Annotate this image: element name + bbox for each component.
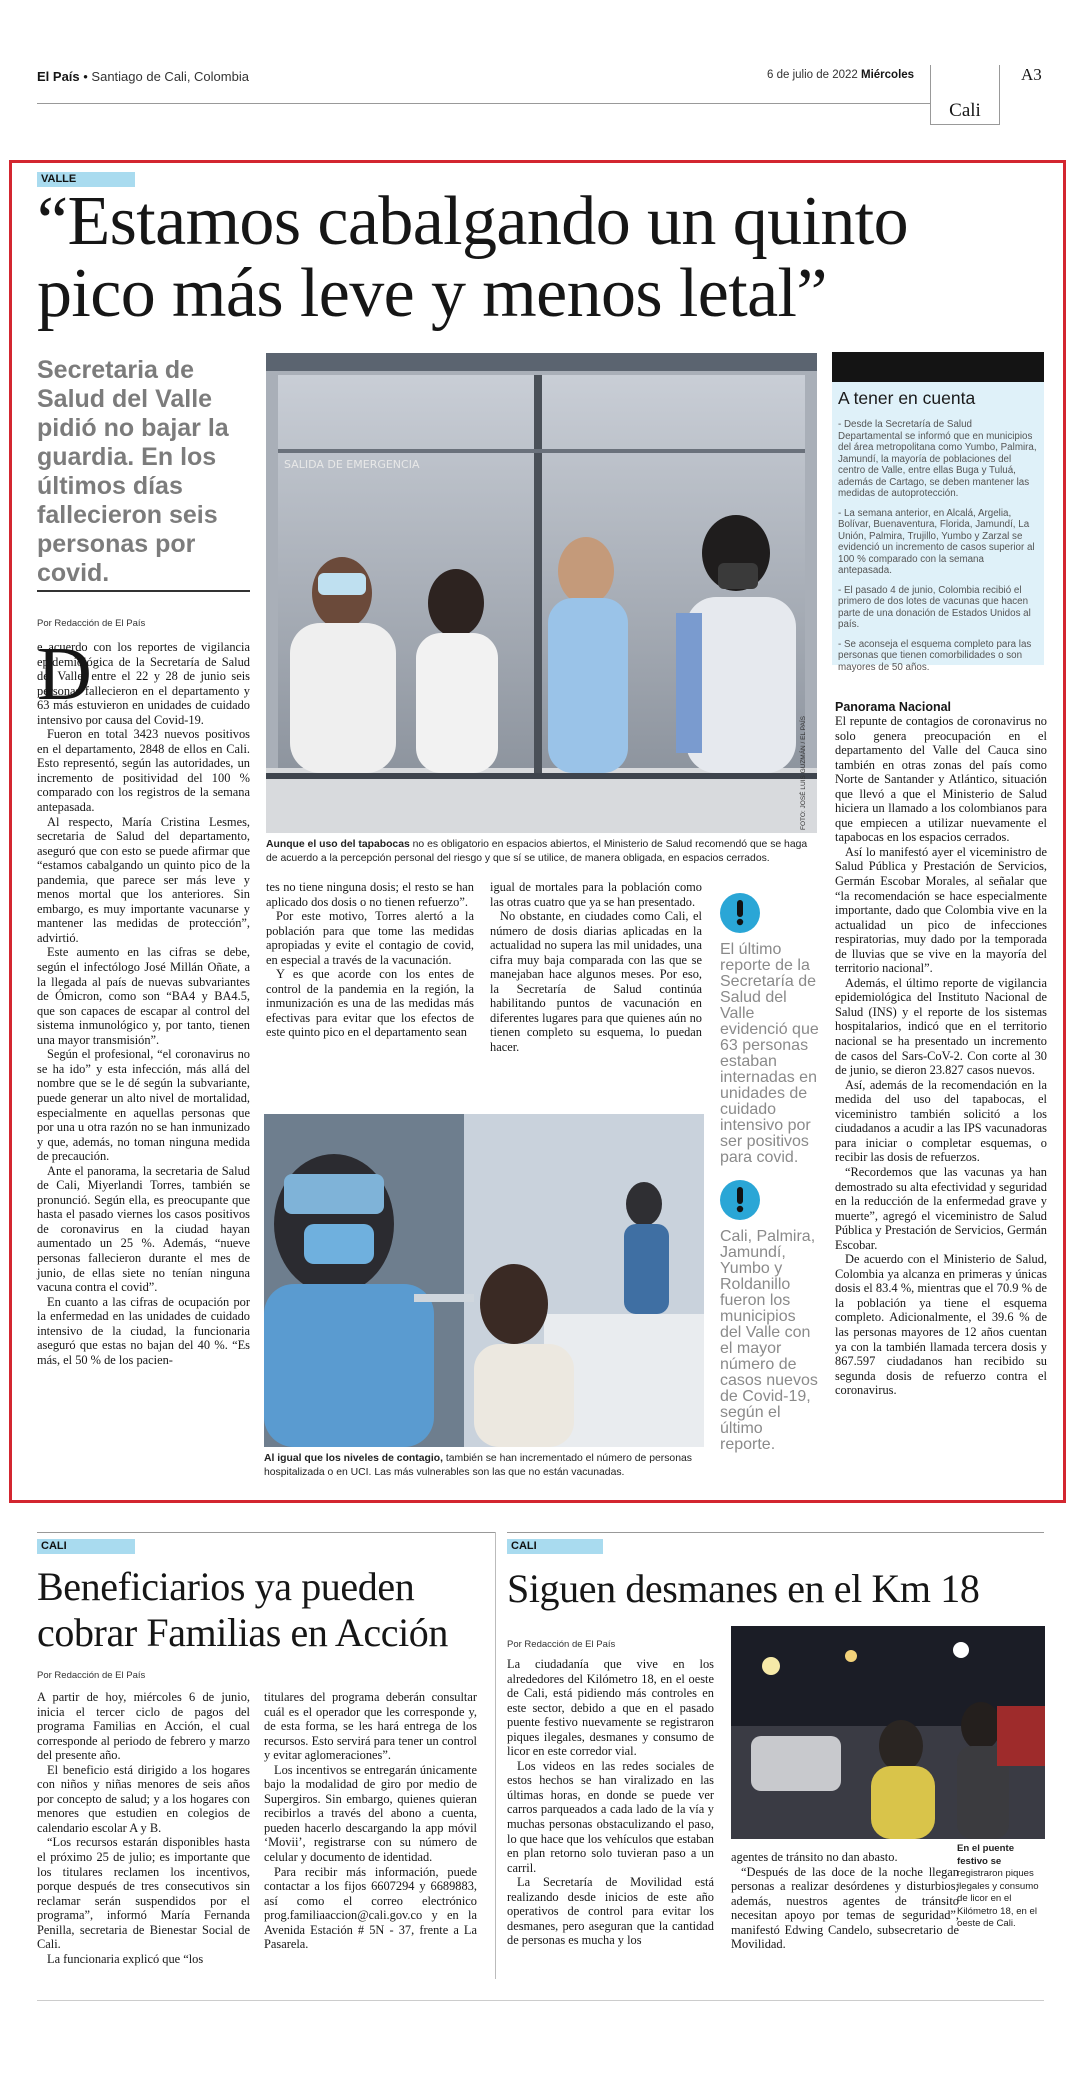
header-rule xyxy=(37,103,930,104)
article-3-headline: Siguen desmanes en el Km 18 xyxy=(507,1566,980,1611)
masthead: El País • Santiago de Cali, Colombia xyxy=(37,69,249,84)
box-item: - El pasado 4 de junio, Colombia recibió el primero de dos lotes de vacunas que hacen parte de una donación de Estados Unidos al país. xyxy=(838,584,1031,630)
article-divider xyxy=(37,1532,495,1533)
article-2-col-2: titulares del programa deberán consultar cuál es el operador que les corresponde y, de esta forma, se les hará entrega de los recursos. Esto servirá para tener un control y evitar aglomeraciones”. Los incentivos se entregarán únicamente bajo la modalidad de giro por medio de Supergiros. Sin embargo, quienes quieran recibirlos a través del abono a cuenta, pueden hacerlo descargando la app móvil ‘Movii’, registrarse con su número de celular y documento de identidad. Para recibir más información, puede contactar a los fijos 6607294 y 6689883, así como el correo electrónico prog.familiaaccion@cali.gov.co y en la Avenida Estación # 5N - 37, frente a La Pasarela. xyxy=(264,1690,477,1952)
dropcap: D xyxy=(37,632,92,716)
byline: Por Redacción de El País xyxy=(507,1639,616,1650)
section-tag: VALLE xyxy=(37,172,135,187)
city-name: Santiago de Cali, Colombia xyxy=(91,69,249,84)
body-col-1: e acuerdo con los reportes de vigilancia epidemiológica de la Secretaría de Salud del Valle, entre el 22 y 28 de junio seis personas fallecieron en el departamento y 63 más estuvieron en unidades de cuidado intensivo por causa del Covid-19. Fueron en total 3423 nuevos positivos en el departamento, 2848 de ellos en Cali. Esto representó, según las autoridades, un incremento de positividad del 100 % comparado con los registros de la semana antepasada. Al respecto, María Cristina Lesmes, secretaria de Salud del departamento, aseguró que con esto se puede afirmar que “estamos cabalgando un quinto pico de la pandemia, que parece ser más leve y menos mortal que los anteriores. Sin embargo, es muy importante vacunarse y mantener las medidas de protección”, advirtió. Este aumento en las cifras se debe, según el infectólogo José Millán Oñate, a la llegada al país de nuevas subvariantes de Ómicron, como son “BA4 y BA4.5, que son capaces de escapar al control del sistema inmunológico y, por tanto, tienen una mayor transmisión”. Según el profesional, “el coronavirus no se ha ido” y esta infección, más allá del nombre que se le dé según la subvariante, puede generar un alto nivel de mortalidad, especialmente en aquellas personas que por una u otra razón no se han inmunizado y que, además, no toman ninguna medida de precaución. Ante el panorama, la secretaria de Salud de Cali, Miyerlandi Torres, también se pronunció. Según ella, es preocupante que hasta el pasado viernes los casos positivos de coronavirus en la ciudad hayan aumentado un 25 %. Además, “nueve personas fallecieron durante el mes de junio, de ellas siete no tenían ninguna vacuna contra el covid”. En cuanto a las cifras de ocupación por la enfermedad en las unidades de cuidado intensivo de la ciudad, la funcionaria aseguró que estas no bajan del 40 %. “Es más, el 50 % de los pacien- xyxy=(37,640,250,1367)
article-divider xyxy=(507,1532,1044,1533)
body-col-2: tes no tiene ninguna dosis; el resto se han aplicado dos dosis o no tienen refuerzo”. Por este motivo, Torres alertó a la población para que tome las medidas apropiadas y evite el contagio de covid, en especial a través de la vacunación. Y es que acorde con los entes de control de la pandemia en la región, la inmunización es una de las medidas más efectivas para evitar que los efectos de este quinto pico en el departamento sean xyxy=(266,880,474,1040)
column-divider xyxy=(495,1532,496,1979)
article-3-col-1: La ciudadanía que vive en los alrededores del Kilómetro 18, en el oeste de Cali, está pidiendo más controles en este sector, debido a que en el pasado puente festivo nuevamente se registraron piques ilegales, desmanes y consumo de licor en este corredor vial. Los videos en las redes sociales de estos hechos se han viralizado en las últimas horas, en donde se puede ver carros parqueados a cada lado de la vía y muchas personas obstaculizando el paso, lo que hace que los vehículos que estaban en plan retorno solo tuvieran paso a un carril. La Secretaría de Movilidad está realizando desde inicios de este año operativos de control para evitar los desmanes, pero aseguran que la cantidad de personas es mucha y los xyxy=(507,1657,714,1948)
side-col: El repunte de contagios de coronavirus no solo genera preocupación en el departamento del Valle del Cauca sino también en otras zonas del país como Norte de Santander y Atlántico, situación que llevó a que el Ministerio de Salud hiciera un llamado a los colombianos para que empiecen a utilizar nuevamente el tapabocas en los espacios cerrados. Así lo manifestó ayer el viceministro de Salud Pública y Prestación de Servicios, Germán Escobar Morales, al señalar que “la recomendación se hace especialmente importante, dado que Colombia vive en la actualidad un pico de infecciones respiratorias, muy dado por la temporada de lluvias que se vive en la mayoría del territorio nacional”. Además, el último reporte de vigilancia epidemiológica del Instituto Nacional de Salud (INS) y el reporte de los sistemas hospitalarios, indicó que en el territorio nacional se ha presentado un incremento de casos del Sars-CoV-2. Con corte al 30 de junio, se dieron 23.827 casos nuevos. Así, además de la recomendación en la medida del uso del tapabocas, el viceministro también solicitó a los ciudadanos a acudir a las IPS vacunadoras para iniciar o completar esquemas, o recibir las dosis de refuerzos. “Recordemos que las vacunas ya han demostrado su alta efectividad y seguridad en la reducción de la enfermedad grave y muerte”, agregó el viceministro de Salud Pública y Prestación de Servicios, Germán Escobar. De acuerdo con el Ministerio de Salud, Colombia ya alcanza en primeras y únicas dosis el 83.4 %, mientras que el 70.9 % de la población ya tiene el esquema completo. Adicionalmente, el 39.6 % de las personas mayores de 12 años cuentan ya con la también llamada tercera dosis y 867.597 ciudadanos han recibido su segunda dosis de refuerzo contra el coronavirus. xyxy=(835,714,1047,1398)
section-box xyxy=(930,65,1000,125)
byline: Por Redacción de El País xyxy=(37,1670,146,1681)
alert-icon xyxy=(720,893,760,933)
bus-photo-illustration xyxy=(266,353,817,833)
box-list xyxy=(832,415,1044,673)
km18-illustration xyxy=(731,1626,1045,1839)
photo-credit: FOTO: JOSÉ LUIS GUZMÁN / EL PAÍS xyxy=(800,715,807,830)
vaccination-photo xyxy=(264,1114,704,1447)
paper-name: El País xyxy=(37,69,80,84)
pull-quote-2: Cali, Palmira, Jamundí, Yumbo y Roldanillo fueron los municipios del Valle con el mayor número de casos nuevos de Covid-19, según el último reporte. xyxy=(720,1228,818,1453)
article-2-headline: Beneficiarios ya pueden cobrar Familias en Acción xyxy=(37,1564,448,1655)
article-3-col-2: agentes de tránsito no dan abasto. “Después de las doce de la noche llegan personas a realizar desórdenes y disturbios; además, nuestros agentes de tránsito necesitan apoyo por temas de seguridad”, manifestó Edwing Candelo, subsecretario de Movilidad. xyxy=(731,1850,959,1952)
bus-sign: SALIDA DE EMERGENCIA xyxy=(284,458,420,471)
page-header xyxy=(37,65,1047,128)
box-item: - Se aconseja el esquema completo para las personas que tienen comorbilidades o son mayores de 50 años. xyxy=(838,638,1032,673)
body-col-3: igual de mortales para la población como las otras cuatro que ya se han presentado. No obstante, en ciudades como Cali, el número de dosis diarias aplicadas en la actualidad no supera las mil unidades, una cifra muy baja comparada con las que se manejaban hace algunos meses. Por eso, la Secretaría de Salud continúa habilitando puntos de vacunación en diferentes lugares para que quienes aún no tienen completo su esquema, lo puedan hacer. xyxy=(490,880,702,1055)
box-item: - La semana anterior, en Alcalá, Argelia, Bolívar, Buenaventura, Florida, Jamundí, La Unión, Palmira, Trujillo, Yumbo y Zarzal se evidenció un incremento de casos superior al 100 % comparado con la semana antepasada. xyxy=(838,507,1035,576)
date: 6 de julio de 2022 xyxy=(767,69,858,81)
km18-photo xyxy=(731,1626,1045,1839)
photo-caption-2: Al igual que los niveles de contagio, también se han incrementado el número de personas hospitalizada o en UCI. Las más vulnerables son las que no están vacunadas. xyxy=(264,1453,692,1478)
alert-icon xyxy=(720,1180,760,1220)
article-2-col-1: A partir de hoy, miércoles 6 de junio, inicia el tercer ciclo de pagos del programa Familias en Acción, el cual corresponde al periodo de febrero y marzo del presente año. El beneficio está dirigido a los hogares con niños y niñas menores de seis años por concepto de salud; y a los hogares con menores que estudien en colegios de calendario escolar A y B. “Los recursos estarán disponibles hasta el próximo 25 de julio; es importante que los titulares reclamen los incentivos, porque después de tres consecutivos sin reclamar serán suspendidos por el programa”, informó María Fernanda Penilla, secretaria de Bienestar Social de Cali. La funcionaria explicó que “los xyxy=(37,1690,250,1966)
photo-caption-3: En el puente festivo se registraron piques ilegales y consumo de licor en el Kilómetro 18, en el oeste de Cali. xyxy=(957,1843,1039,1929)
headline: “Estamos cabalgando un quinto pico más leve y menos letal” xyxy=(37,183,908,332)
box-top-bar xyxy=(832,352,1044,382)
deck-rule xyxy=(37,590,250,592)
main-photo-bus xyxy=(266,353,817,833)
footer-rule xyxy=(37,2000,1044,2001)
pull-quote-1: El último reporte de la Secretaría de Salud del Valle evidenció que 63 personas estaban internadas en unidades de cuidado intensivo por ser positivos para covid. xyxy=(720,941,819,1166)
box-title: A tener en cuenta xyxy=(838,388,976,408)
deck: Secretaria de Salud del Valle pidió no bajar la guardia. En los últimos días fallecieron seis personas por covid. xyxy=(37,356,229,587)
photo-caption-1: Aunque el uso del tapabocas no es obligatorio en espacios abiertos, el Ministerio de Salud recomendó que se haga de acuerdo a la percepción personal del riesgo y que sí se utilice, de manera obligada, en espacios cerrados. xyxy=(266,839,808,864)
sidebar-box xyxy=(832,352,1044,673)
section-name: Cali xyxy=(949,100,981,121)
byline: Por Redacción de El País xyxy=(37,618,146,629)
section-tag: CALI xyxy=(37,1539,135,1554)
weekday: Miércoles xyxy=(861,69,915,81)
vaccination-illustration xyxy=(264,1114,704,1447)
page-number: A3 xyxy=(1021,65,1042,84)
side-subhead: Panorama Nacional xyxy=(835,700,952,714)
date-line xyxy=(767,69,914,81)
box-item: - Desde la Secretaría de Salud Departamental se informó que en municipios del área metropolitana como Yumbo, Palmira, Jamundí, la mayoría de poblaciones del centro de Valle, entre ellas Buga y Tuluá, además de Cartago, se deben mantener las medidas de autoprotección. xyxy=(838,419,1037,499)
section-tag: CALI xyxy=(507,1539,603,1554)
